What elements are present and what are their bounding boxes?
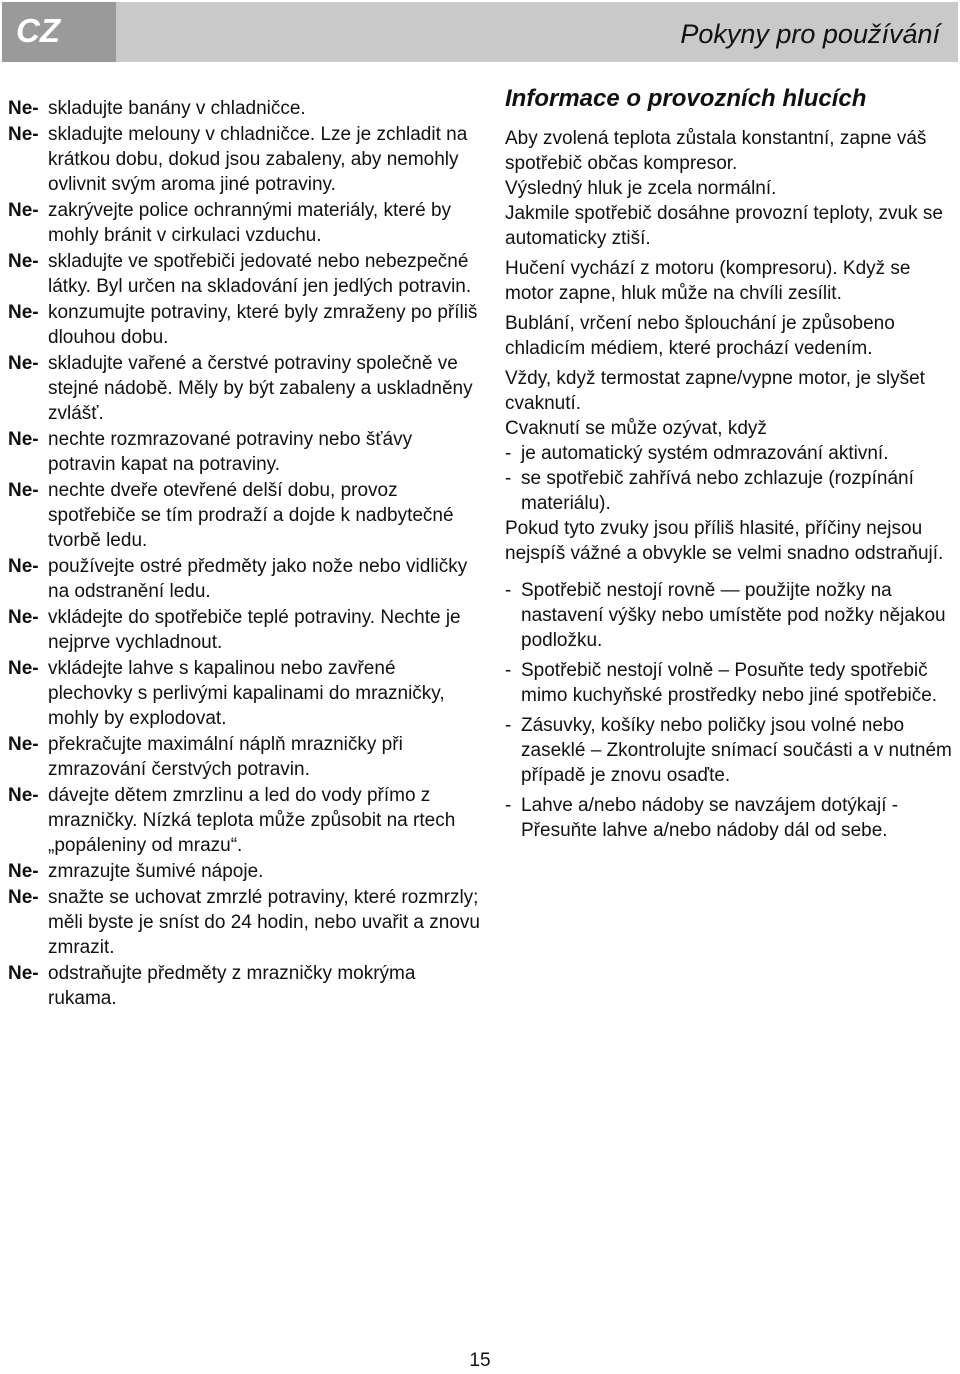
list-item — [8, 859, 480, 884]
troubleshooting-item — [505, 578, 955, 653]
item-text: používejte ostré předměty jako nože nebo vidličky na odstranění ledu. — [48, 556, 468, 602]
troubleshooting-item — [505, 713, 955, 788]
dash-marker: - — [505, 715, 512, 736]
item-text: vkládejte lahve s kapalinou nebo zavřené plechovky s perlivými kapalinami do mrazničky, mohly by explodovat. — [48, 658, 445, 729]
dash-marker: - — [505, 660, 512, 681]
list-item — [8, 249, 480, 299]
list-item — [8, 351, 480, 426]
item-text: překračujte maximální náplň mrazničky při zmrazování čerstvých potravin. — [48, 734, 403, 780]
list-item — [8, 732, 480, 782]
paragraph: Vždy, když termostat zapne/vypne motor, je slyšet cvaknutí. — [505, 368, 925, 414]
item-text: skladujte vařené a čerstvé potraviny společně ve stejné nádobě. Měly by být zabaleny a uskladněny zvlášť. — [48, 353, 473, 424]
item-prefix: Ne- — [8, 607, 39, 628]
dont-list — [8, 96, 480, 1012]
item-text: konzumujte potraviny, které byly zmraženy po příliš dlouhou dobu. — [48, 302, 478, 348]
paragraph: Bublání, vrčení nebo šplouchání je způsobeno chladicím médiem, které prochází vedením. — [505, 313, 895, 359]
item-text: zmrazujte šumivé nápoje. — [48, 861, 264, 882]
item-prefix: Ne- — [8, 251, 39, 272]
item-text: Lahve a/nebo nádoby se navzájem dotýkají - Přesuňte lahve a/nebo nádoby dál od sebe. — [521, 795, 899, 841]
page-header — [2, 2, 958, 62]
item-prefix: Ne- — [8, 302, 39, 323]
paragraph: Výsledný hluk je zcela normální. — [505, 178, 777, 199]
noise-info-section — [505, 84, 955, 848]
document-title: Pokyny pro používání — [680, 19, 940, 49]
item-text: nechte rozmrazované potraviny nebo šťávy potravin kapat na potraviny. — [48, 429, 413, 475]
item-text: skladujte banány v chladničce. — [48, 98, 306, 119]
paragraph: Pokud tyto zvuky jsou příliš hlasité, příčiny nejsou nejspíš vážné a obvykle se velmi snadno odstraňují. — [505, 518, 944, 564]
list-item — [8, 656, 480, 731]
item-prefix: Ne- — [8, 98, 39, 119]
list-item — [8, 300, 480, 350]
list-item — [8, 122, 480, 197]
dash-marker: - — [505, 580, 512, 601]
list-item — [8, 783, 480, 858]
item-prefix: Ne- — [8, 200, 39, 221]
item-prefix: Ne- — [8, 734, 39, 755]
item-text: Zásuvky, košíky nebo poličky jsou volné nebo zaseklé – Zkontrolujte snímací součásti a v nutném případě je znovu osaďte. — [521, 715, 952, 786]
item-prefix: Ne- — [8, 353, 39, 374]
item-text: Spotřebič nestojí volně – Posuňte tedy spotřebič mimo kuchyňské prostředky nebo jiné spotřebiče. — [521, 660, 938, 706]
list-item — [8, 427, 480, 477]
list-item — [8, 198, 480, 248]
dash-marker: - — [505, 795, 512, 816]
list-item — [8, 885, 480, 960]
paragraph: Hučení vychází z motoru (kompresoru). Když se motor zapne, hluk může na chvíli zesílit. — [505, 258, 911, 304]
item-text: se spotřebič zahřívá nebo zchlazuje (rozpínání materiálu). — [521, 468, 914, 514]
page-number: 15 — [469, 1350, 491, 1371]
item-text: skladujte ve spotřebiči jedovaté nebo nebezpečné látky. Byl určen na skladování jen jedlých potravin. — [48, 251, 472, 297]
item-text: nechte dveře otevřené delší dobu, provoz spotřebiče se tím prodraží a dojde k nadbytečné tvorbě ledu. — [48, 480, 454, 551]
list-item — [505, 466, 955, 516]
dash-marker: - — [505, 468, 512, 489]
language-badge — [2, 2, 116, 62]
dash-marker: - — [505, 443, 512, 464]
list-item — [8, 96, 480, 121]
item-text: je automatický systém odmrazování aktivní. — [521, 443, 889, 464]
item-prefix: Ne- — [8, 887, 39, 908]
item-prefix: Ne- — [8, 963, 39, 984]
item-prefix: Ne- — [8, 124, 39, 145]
paragraph: Aby zvolená teplota zůstala konstantní, zapne váš spotřebič občas kompresor. — [505, 128, 927, 174]
section-title: Informace o provozních hlucích — [505, 85, 867, 112]
list-item — [8, 961, 480, 1011]
troubleshooting-item — [505, 793, 955, 843]
item-text: vkládejte do spotřebiče teplé potraviny. Nechte je nejprve vychladnout. — [48, 607, 461, 653]
item-text: dávejte dětem zmrzlinu a led do vody přímo z mrazničky. Nízká teplota může způsobit na rtech „popáleniny od mrazu“. — [48, 785, 456, 856]
list-item — [505, 441, 955, 466]
item-prefix: Ne- — [8, 861, 39, 882]
list-item — [8, 554, 480, 604]
item-text: zakrývejte police ochrannými materiály, které by mohly bránit v cirkulaci vzduchu. — [48, 200, 452, 246]
item-prefix: Ne- — [8, 785, 39, 806]
paragraph: Jakmile spotřebič dosáhne provozní teploty, zvuk se automaticky ztiší. — [505, 203, 943, 249]
item-prefix: Ne- — [8, 658, 39, 679]
troubleshooting-item — [505, 658, 955, 708]
item-text: Spotřebič nestojí rovně — použijte nožky na nastavení výšky nebo umístěte pod nožky nějakou podložku. — [521, 580, 946, 651]
item-text: skladujte melouny v chladničce. Lze je zchladit na krátkou dobu, dokud jsou zabaleny, aby nemohly ovlivnit svým aroma jiné potraviny. — [48, 124, 468, 195]
item-prefix: Ne- — [8, 480, 39, 501]
item-text: snažte se uchovat zmrzlé potraviny, které rozmrzly; měli byste je sníst do 24 hodin, nebo uvařit a znovu zmrazit. — [48, 887, 480, 958]
language-code: CZ — [16, 12, 60, 49]
list-item — [8, 605, 480, 655]
paragraph: Cvaknutí se může ozývat, když — [505, 418, 767, 439]
item-prefix: Ne- — [8, 556, 39, 577]
item-prefix: Ne- — [8, 429, 39, 450]
list-item — [8, 478, 480, 553]
item-text: odstraňujte předměty z mrazničky mokrýma rukama. — [48, 963, 416, 1009]
